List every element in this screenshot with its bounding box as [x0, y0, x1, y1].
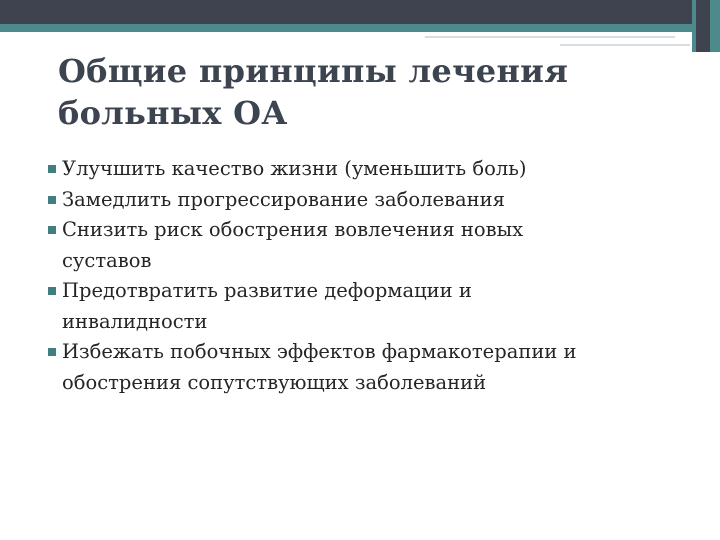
bullet-item: [46, 185, 696, 216]
slide-title-line: Общие принципы лечения: [58, 52, 569, 90]
bullet-text: инвалидности: [62, 309, 208, 333]
bullet-text: Замедлить прогрессирование заболевания: [62, 187, 505, 211]
bullet-text: Предотвратить развитие деформации и: [62, 279, 472, 302]
header-bar-teal: [0, 24, 720, 32]
bullet-text: Снизить риск обострения вовлечения новых: [62, 218, 524, 241]
square-bullet-icon: [48, 348, 56, 356]
square-bullet-icon: [48, 287, 56, 295]
bullet-list: [46, 154, 696, 398]
bullet-item: [46, 154, 696, 185]
slide-title: [58, 50, 638, 134]
square-bullet-icon: [48, 165, 56, 173]
square-bullet-icon: [48, 196, 56, 204]
header-bar-dark: [0, 0, 720, 24]
bullet-item: [46, 276, 696, 337]
slide-title-line: больных ОА: [58, 94, 288, 132]
bullet-item: [46, 337, 696, 398]
bullet-text: Улучшить качество жизни (уменьшить боль): [62, 157, 527, 180]
corner-accent: [692, 0, 720, 52]
bullet-text: Избежать побочных эффектов фармакотерапии и: [62, 340, 577, 363]
header-rule: [425, 36, 675, 38]
bullet-text: суставов: [62, 248, 152, 272]
bullet-text: обострения сопутствующих заболеваний: [62, 370, 487, 394]
header-rule: [560, 44, 690, 46]
bullet-item: [46, 215, 696, 276]
square-bullet-icon: [48, 226, 56, 234]
